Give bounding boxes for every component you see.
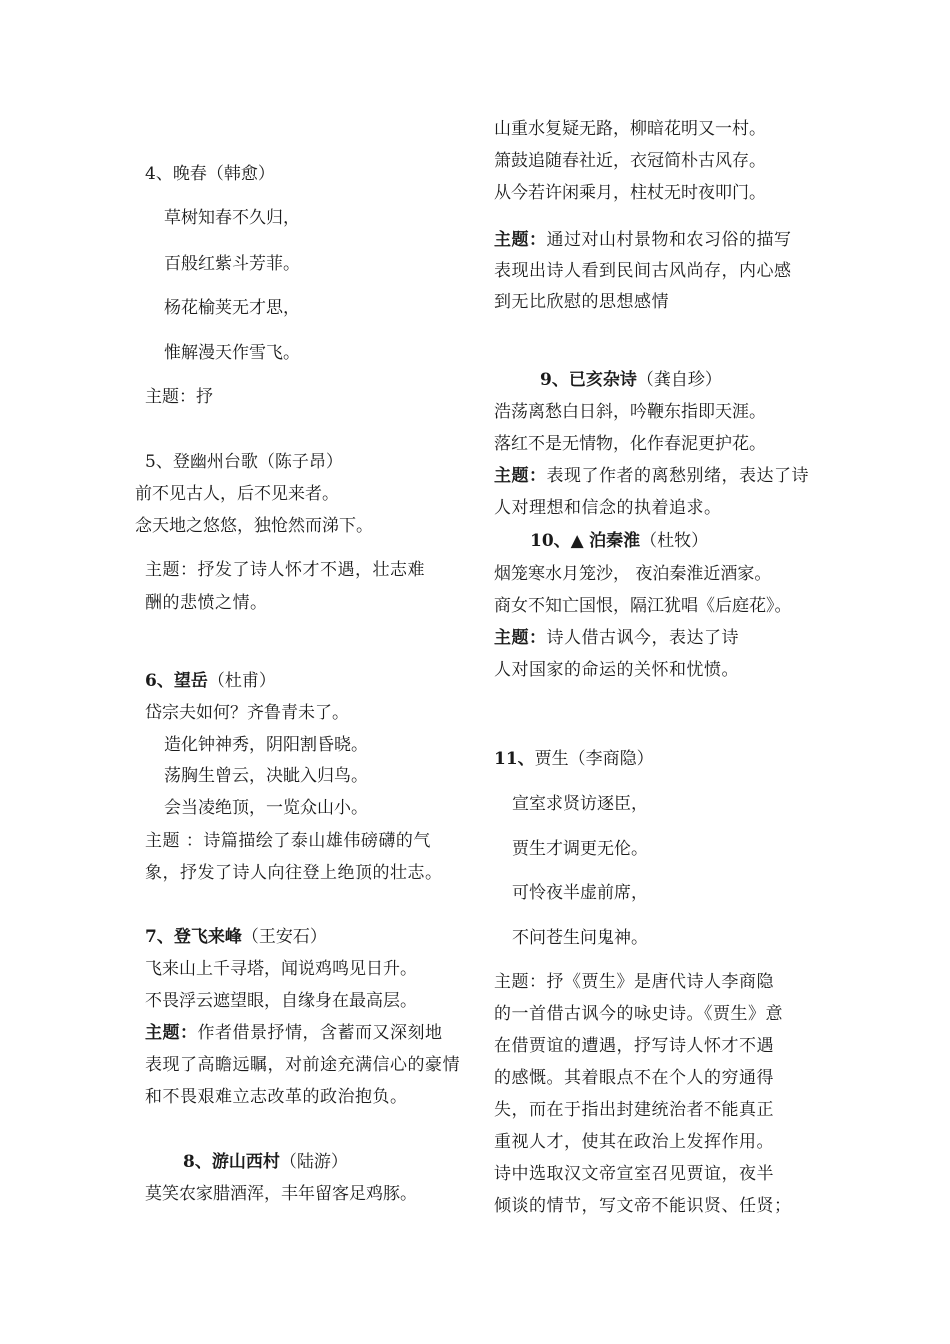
poem-8-theme-line-2: 表现出诗人看到民间古风尚存，内心感 <box>494 261 792 281</box>
poem-10-author: （杜牧） <box>640 531 709 551</box>
poem-5-number: 5、 <box>145 452 173 472</box>
poem-7-title <box>145 926 327 948</box>
poem-11-theme-label: 主题： <box>494 972 547 992</box>
poem-11-theme-line-8: 倾谈的情节，写文帝不能识贤、任贤； <box>494 1196 792 1216</box>
poem-9-title <box>540 369 722 391</box>
poem-5-line-2: 念天地之悠悠，独怆然而涕下。 <box>135 516 373 536</box>
poem-9-name: 已亥杂诗 <box>568 370 637 390</box>
poem-8-line-3: 箫鼓追随春社近，衣冠简朴古风存。 <box>494 151 766 171</box>
poem-11-author: （李商隐） <box>568 749 654 769</box>
poem-8-theme-line-1 <box>494 229 792 251</box>
poem-4-line-4: 惟解漫天作雪飞。 <box>164 343 300 363</box>
poem-10-theme-text: 诗人借古讽今，表达了诗 <box>546 628 739 648</box>
poem-11-line-1: 宣室求贤访逐臣， <box>512 794 648 814</box>
poem-10-theme-line-1 <box>494 627 739 649</box>
poem-11-theme-line-4: 的感慨。其着眼点不在个人的穷通得 <box>494 1068 774 1088</box>
poem-6-name: 望岳 <box>173 671 208 691</box>
poem-6-theme-line-1 <box>145 830 431 852</box>
poem-4-theme-text: 抒 <box>196 387 213 407</box>
poem-4-author: （韩愈） <box>206 164 275 184</box>
poem-7-line-2: 不畏浮云遮望眼，自缘身在最高层。 <box>145 991 417 1011</box>
triangle-marker-icon: ▲ <box>570 531 584 551</box>
poem-5-name: 登幽州台歌 <box>172 452 258 472</box>
poem-6-theme-text: 诗篇描绘了泰山雄伟磅礴的气 <box>203 831 431 851</box>
poem-4-theme-label: 主题： <box>145 387 196 407</box>
poem-9-theme-text: 表现了作者的离愁别绪，表达了诗 <box>546 466 809 486</box>
poem-6-title <box>145 670 276 692</box>
poem-6-line-3: 荡胸生曾云，决眦入归鸟。 <box>164 766 368 786</box>
poem-4-name: 晚春 <box>172 164 207 184</box>
poem-4-line-3: 杨花榆荚无才思， <box>164 298 300 318</box>
poem-7-number: 7、 <box>145 927 174 947</box>
poem-7-line-1: 飞来山上千寻塔，闻说鸡鸣见日升。 <box>145 959 417 979</box>
poem-11-name: 贾生 <box>534 749 569 769</box>
poem-11-theme-line-5: 失，而在于指出封建统治者不能真正 <box>494 1100 774 1120</box>
poem-8-theme-text: 通过对山村景物和农习俗的描写 <box>546 230 792 250</box>
poem-9-line-1: 浩荡离愁白日斜，吟鞭东指即天涯。 <box>494 402 766 422</box>
poem-10-title <box>530 530 708 552</box>
poem-8-theme-label: 主题： <box>494 230 547 250</box>
poem-9-author: （龚自珍） <box>636 370 722 390</box>
poem-4-number: 4、 <box>145 164 173 184</box>
poem-11-theme-line-1 <box>494 971 774 993</box>
poem-6-theme-line-2: 象，抒发了诗人向往登上绝顶的壮志。 <box>145 863 443 883</box>
poem-10-theme-line-2: 人对国家的命运的关怀和忧愤。 <box>494 660 739 680</box>
poem-5-author: （陈子昂） <box>257 452 343 472</box>
poem-6-line-1: 岱宗夫如何？齐鲁青未了。 <box>145 703 349 723</box>
poem-9-line-2: 落红不是无情物，化作春泥更护花。 <box>494 434 766 454</box>
poem-8-line-1: 莫笑农家腊酒浑，丰年留客足鸡豚。 <box>145 1184 417 1204</box>
poem-5-theme-line-2: 酬的悲愤之情。 <box>145 593 268 613</box>
poem-8-number: 8、 <box>183 1152 212 1172</box>
poem-4-line-1: 草树知春不久归， <box>164 208 300 228</box>
poem-9-number: 9、 <box>540 370 569 390</box>
poem-6-line-4: 会当凌绝顶，一览众山小。 <box>164 798 368 818</box>
poem-11-theme-line-7: 诗中选取汉文帝宣室召见贾谊，夜半 <box>494 1164 774 1184</box>
poem-8-author: （陆游） <box>279 1152 348 1172</box>
poem-4-title <box>145 163 275 185</box>
poem-9-theme-label: 主题： <box>494 466 547 486</box>
poem-11-line-3: 可怜夜半虚前席， <box>512 883 648 903</box>
poem-5-theme-text: 抒发了诗人怀才不遇，壮志难 <box>197 560 425 580</box>
poem-6-theme-label: 主题 ： <box>145 831 204 851</box>
poem-8-theme-line-3: 到无比欣慰的思想感情 <box>494 292 669 312</box>
poem-6-line-2: 造化钟神秀，阴阳割昏晓。 <box>164 735 368 755</box>
poem-5-title <box>145 451 343 473</box>
poem-10-theme-label: 主题： <box>494 628 547 648</box>
poem-11-theme-line-3: 在借贾谊的遭遇，抒写诗人怀才不遇 <box>494 1036 774 1056</box>
poem-4-line-2: 百般红紫斗芳菲。 <box>164 254 300 274</box>
poem-7-theme-line-3: 和不畏艰难立志改革的政治抱负。 <box>145 1087 408 1107</box>
poem-10-line-1: 烟笼寒水月笼沙， 夜泊秦淮近酒家。 <box>494 564 772 584</box>
poem-5-line-1: 前不见古人，后不见来者。 <box>135 484 339 504</box>
poem-8-line-2: 山重水复疑无路，柳暗花明又一村。 <box>494 119 766 139</box>
poem-11-theme-text: 抒《贾生》是唐代诗人李商隐 <box>546 972 774 992</box>
poem-8-name: 游山西村 <box>211 1152 280 1172</box>
poem-6-number: 6、 <box>145 671 174 691</box>
poem-8-line-4: 从今若许闲乘月，柱杖无时夜叩门。 <box>494 183 766 203</box>
poem-7-theme-line-2: 表现了高瞻远瞩，对前途充满信心的豪情 <box>145 1055 460 1075</box>
poem-7-theme-text: 作者借景抒情，含蓄而又深刻地 <box>197 1023 443 1043</box>
poem-11-line-2: 贾生才调更无伦。 <box>512 839 648 859</box>
poem-10-name: 泊秦淮 <box>589 531 641 551</box>
poem-9-theme-line-1 <box>494 465 809 487</box>
poem-5-theme-label: 主题： <box>145 560 198 580</box>
poem-4-theme <box>145 386 213 408</box>
poem-7-name: 登飞来峰 <box>173 927 242 947</box>
poem-11-theme-line-6: 重视人才，使其在政治上发挥作用。 <box>494 1132 774 1152</box>
poem-7-author: （王安石） <box>241 927 327 947</box>
poem-11-theme-line-2: 的一首借古讽今的咏史诗。《贾生》意 <box>494 1004 783 1024</box>
poem-11-number: 11、 <box>494 749 535 769</box>
poem-8-title <box>183 1151 348 1173</box>
poem-10-line-2: 商女不知亡国恨，隔江犹唱《后庭花》。 <box>494 596 792 616</box>
poem-7-theme-line-1 <box>145 1022 443 1044</box>
poem-11-line-4: 不问苍生问鬼神。 <box>512 928 648 948</box>
poem-7-theme-label: 主题： <box>145 1023 198 1043</box>
poem-5-theme-line-1 <box>145 559 425 581</box>
poem-10-number: 10、 <box>530 531 571 551</box>
poem-11-title <box>494 748 654 770</box>
poem-9-theme-line-2: 人对理想和信念的执着追求。 <box>494 498 722 518</box>
poem-6-author: （杜甫） <box>207 671 276 691</box>
